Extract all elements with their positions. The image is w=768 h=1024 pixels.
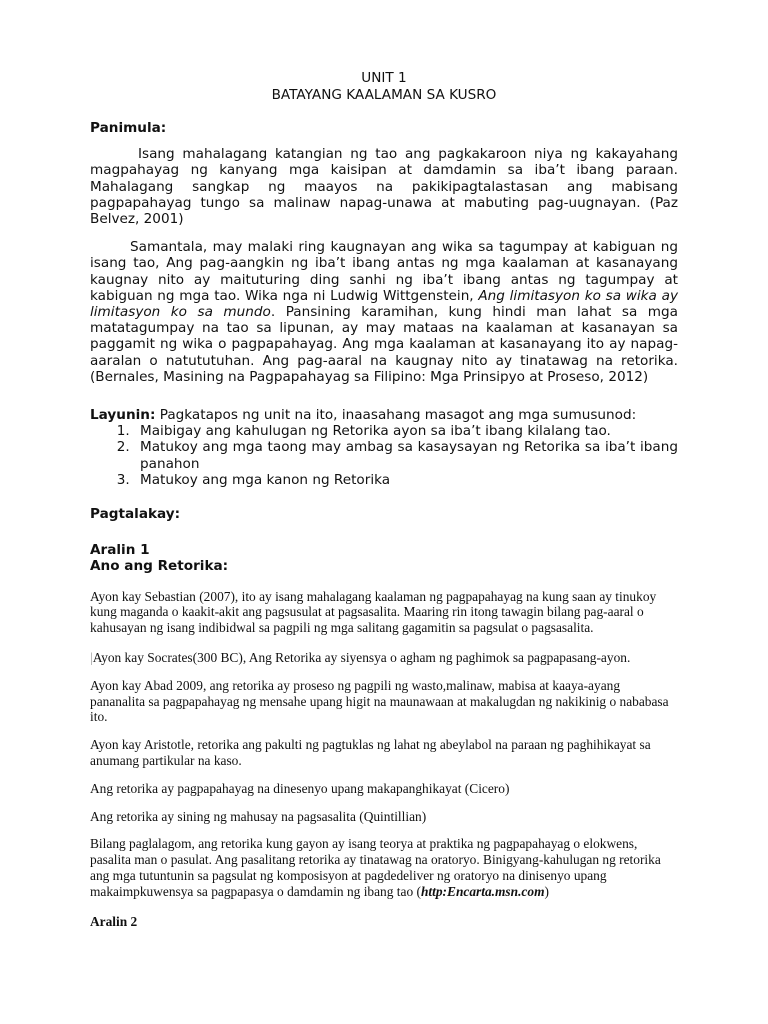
wittgenstein-quote: Ang limitasyon ko sa wika ay limitasyon ko sa mundo — [90, 287, 678, 321]
objective-item: 1. Maibigay ang kahulugan ng Retorika ayon sa iba’t ibang kilalang tao. — [134, 423, 678, 439]
layunin-label: Layunin: — [90, 407, 156, 424]
unit-title: BATAYANG KAALAMAN SA KUSRO — [271, 87, 497, 103]
definition-socrates — [90, 650, 678, 666]
summary-close: ) — [544, 883, 549, 899]
summary-text: Bilang paglalagom, ang retorika kung gayon ay isang teorya at praktika ng pagpapahayag o elokwens, pasalita man o pasulat. Ang pasalitang retorika ay tinatawag na oratoryo. Binigyang-kahulugan ng retorika ang mga tutuntunin sa pagsulat ng komposisyon at pagdedeliver ng oratoryo na dinisenyo upang makaimpkuwensya sa pagpapasya o damdamin ng ibang tao ( — [90, 836, 661, 899]
definition-socrates-text: Ayon kay Socrates(300 BC), Ang Retorika ay siyensya o agham ng paghimok sa pagpapasang-ayon. — [92, 650, 631, 666]
definition-summary — [90, 836, 678, 899]
objective-item: 3. Matukoy ang mga kanon ng Retorika — [134, 472, 678, 488]
aralin-2-label: Aralin 2 — [90, 913, 138, 929]
layunin-text: Pagkatapos ng unit na ito, inaasahang masagot ang mga sumusunod: — [155, 407, 637, 424]
definition-sebastian: Ayon kay Sebastian (2007), ito ay isang mahalagang kaalaman ng pagpapahayag na kung saan ay tinukoy kung maganda o kaakit-akit ang pagsusulat at pagsasalita. Maaring rin itong tawagin bilang pag-aaral o kahusayan ng isang indibidwal sa pagpili ng mga salitang gagamitin sa pagsulat o pagsasalita. — [90, 588, 657, 636]
objective-item: 2. Matukoy ang mga taong may ambag sa kasaysayan ng Retorika sa iba’t ibang panahon — [134, 439, 678, 471]
intro-paragraph-2 — [90, 239, 678, 385]
pagtalakay-heading: Pagtalakay: — [90, 506, 181, 523]
encarta-link[interactable]: http:Encarta.msn.com — [420, 883, 545, 899]
paragraph-2-start: Samantala, may malaki ring kaugnayan ang wika sa tagumpay at kabiguan ng isang tao, Ang pag-aangkin ng iba’t ibang antas ng mga kaalaman at kasanayang kaugnay nito ay maituturing ding sanhi ng iba’t ibang antas ng tagumpay at kabiguan ng mga tao. Wika nga ni Ludwig Wittgenstein, — [90, 239, 678, 304]
objectives-list — [90, 423, 678, 488]
paragraph-2-end: . Pansining karamihan, kung hindi man lahat sa mga matatagumpay na tao sa lipunan, ay may mataas na kaalaman at kasanayan sa paggamit ng wika o pagpapahayag. Ang mga kaalaman at kasanayang ito ay napag-aaralan o natututuhan. Ang pag-aaral na kaugnay nito ay tinatawag na retorika. (Bernales, Masining na Pagpapahayag sa Filipino: Mga Prinsipyo at Proseso, 2012) — [90, 304, 678, 385]
aralin-1-title: Ano ang Retorika: — [90, 558, 229, 575]
definition-aristotle: Ayon kay Aristotle, retorika ang pakulti ng pagtuklas ng lahat ng abeylabol na paraan ng paghihikayat sa anumang partikular na kaso. — [90, 737, 651, 769]
unit-number: UNIT 1 — [361, 70, 407, 86]
unit-title-block — [90, 70, 678, 104]
definition-cicero: Ang retorika ay pagpapahayag na dinesenyo upang makapanghikayat (Cicero) — [90, 780, 510, 796]
layunin-paragraph — [90, 407, 678, 423]
aralin-1-label: Aralin 1 — [90, 542, 150, 559]
aralin-1-heading — [90, 542, 678, 574]
definition-abad: Ayon kay Abad 2009, ang retorika ay proseso ng pagpili ng wasto,malinaw, mabisa at kaaya-ayang pananalita sa pagpapahayag ng mensahe upang higit na maunawaan at makalugdan ng nakikinig o nababasa ito. — [90, 677, 669, 725]
intro-paragraph-1: Isang mahalagang katangian ng tao ang pagkakaroon niya ng kakayahang magpahayag ng kanyang mga kaisipan at damdamin sa iba’t ibang paraan. Mahalagang sangkap ng maayos na pakikipagtalastasan ang mabisang pagpapahayag tungo sa malinaw napag-unawa at mabuting pag-uugnayan. (Paz Belvez, 2001) — [90, 146, 678, 228]
definition-quintillian: Ang retorika ay sining ng mahusay na pagsasalita (Quintillian) — [90, 808, 427, 824]
text-cursor-mark: | — [90, 650, 93, 666]
panimula-heading: Panimula: — [90, 120, 167, 136]
